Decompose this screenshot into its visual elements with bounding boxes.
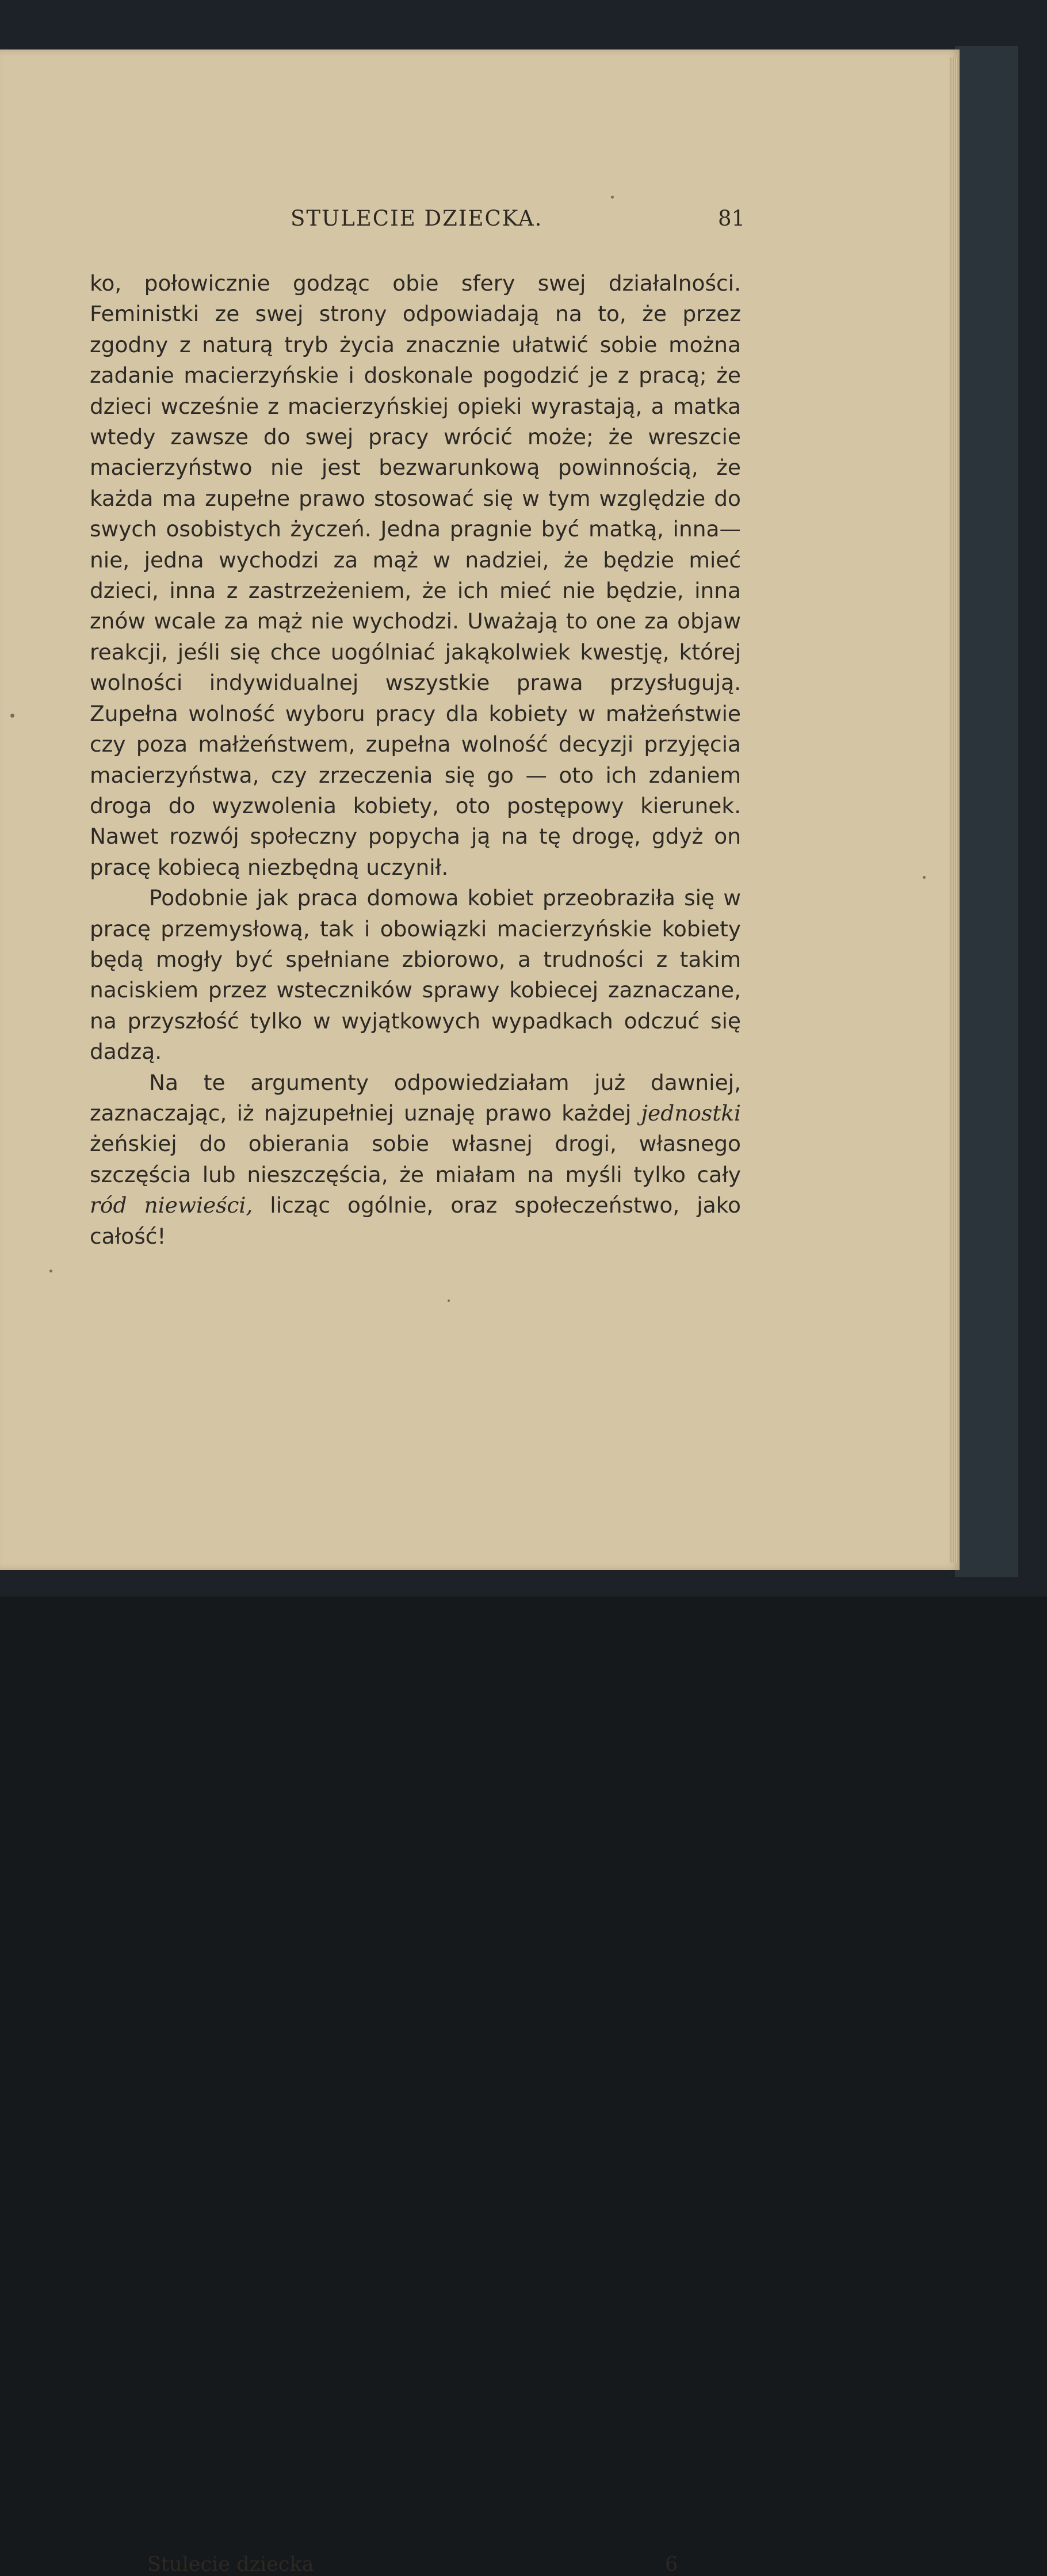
paragraph-3 — [90, 1068, 741, 1252]
page-footer — [0, 1272, 960, 2576]
paragraph-2: Podobnie jak praca domowa kobiet przeobraziła się w pracę przemysłową, tak i obowiązki macierzyńskie kobiety będą mogły być spełniane zbiorowo, a trudności z takim naciskiem przez wsteczników sprawy kobiecej zaznaczane, na przyszłość tylko w wyjątkowych wypadkach odczuć się dadzą. — [90, 885, 741, 1065]
paper-speck — [10, 714, 14, 718]
body-text — [90, 268, 741, 1252]
cover-edge — [955, 46, 1018, 1577]
paper-speck — [923, 876, 926, 879]
signature-line: Stulecie dziecka — [147, 2553, 314, 2576]
running-head — [0, 0, 960, 253]
sheet-number: 6 — [665, 2553, 678, 2576]
paragraph-3-part-b: żeńskiej do obierania sobie własnej drogi, własnego szczęścia lub nieszczęścia, że miałam na myśli tylko cały — [90, 1131, 741, 1187]
running-title: STULECIE DZIECKA. — [291, 206, 543, 231]
italic-jednostki: jednostki — [641, 1100, 741, 1126]
italic-rod-niewiesci: ród niewieści, — [90, 1192, 253, 1218]
paragraph-3-part-a: Na te argumenty odpowiedziałam już dawniej, zaznaczając, iż najzupełniej uznaję prawo każdej — [90, 1069, 741, 1126]
page-number: 81 — [718, 206, 746, 231]
paper-speck — [448, 1300, 450, 1302]
paragraph-1: ko, połowicznie godząc obie sfery swej działalności. Feministki ze swej strony odpowiadają na to, że przez zgodny z naturą tryb życia znacznie ułatwić sobie można zadanie macierzyńskie i doskonale pogodzić je z pracą; że dzieci wcześnie z macierzyńskiej opieki wyrastają, a matka wtedy zawsze do swej pracy wrócić może; że wreszcie macierzyństwo nie jest bezwarunkową powinnością, że każda ma zupełne prawo stosować się w tym względzie do swych osobistych życzeń. Jedna pragnie być matką, inna—nie, jedna wychodzi za mąż w nadziei, że będzie mieć dzieci, inna z zastrzeżeniem, że ich mieć nie będzie, inna znów wcale za mąż nie wychodzi. Uważają to one za objaw reakcji, jeśli się chce uogólniać jakąkolwiek kwestję, której wolności indywidualnej wszystkie prawa przysługują. Zupełna wolność wyboru pracy dla kobiety w małżeństwie czy poza małżeństwem, zupełna wolność decyzji przyjęcia macierzyństwa, czy zrzeczenia się go — oto ich zdaniem droga do wyzwolenia kobiety, oto postępowy kierunek. Nawet rozwój społeczny popycha ją na tę drogę, gdyż on pracę kobiecą niezbędną uczynił. — [90, 270, 741, 880]
paragraph-3-part-c: licząc ogólnie, oraz społeczeństwo, jako całość! — [90, 1192, 741, 1249]
paper-speck — [611, 196, 614, 199]
page-edges — [950, 58, 958, 1563]
paper-speck — [49, 1270, 52, 1272]
